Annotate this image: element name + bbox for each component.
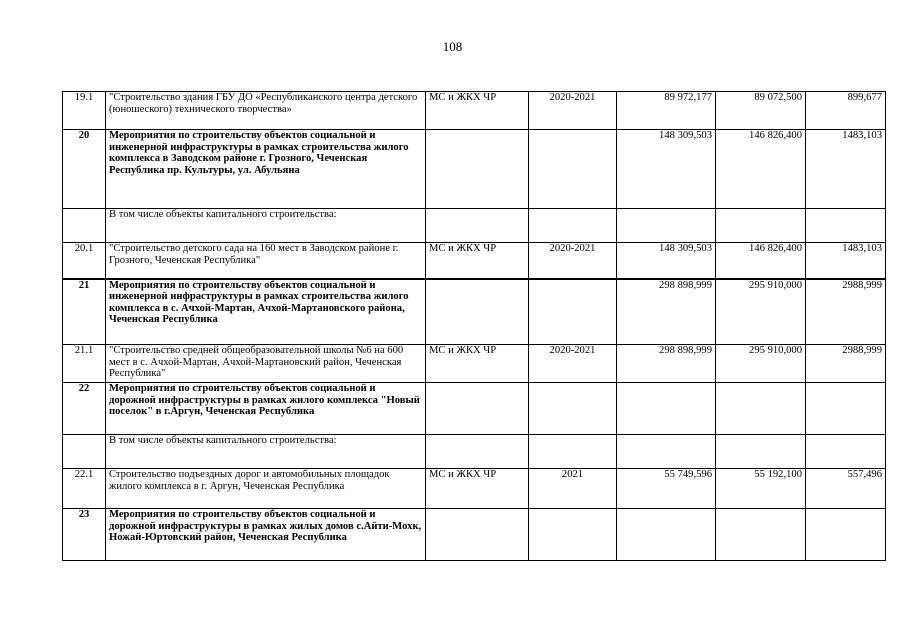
period [529, 509, 617, 561]
row-number: 19.1 [63, 92, 106, 130]
period: 2020-2021 [529, 243, 617, 279]
responsible-org [426, 509, 529, 561]
federal-amount [716, 383, 806, 435]
row-number [63, 209, 106, 243]
federal-amount: 295 910,000 [716, 279, 806, 345]
regional-amount: 899,677 [806, 92, 886, 130]
responsible-org: МС и ЖКХ ЧР [426, 92, 529, 130]
row-number: 22.1 [63, 469, 106, 509]
period [529, 209, 617, 243]
total-amount: 148 309,503 [617, 130, 716, 209]
period: 2021 [529, 469, 617, 509]
regional-amount: 2988,999 [806, 279, 886, 345]
activity-name: Мероприятия по строительству объектов социальной и инженерной инфраструктуры в рамках строительства жилого комплекса в Заводском районе г. Грозного, Чеченская Республика пр. Культуры, ул. Абульяна [106, 130, 426, 209]
activity-name: "Строительство здания ГБУ ДО «Республиканского центра детского (юношеского) технического творчества» [106, 92, 426, 130]
activity-name: В том числе объекты капитального строительства: [106, 435, 426, 469]
table-row [63, 209, 886, 243]
regional-amount [806, 509, 886, 561]
row-number: 20 [63, 130, 106, 209]
row-number: 22 [63, 383, 106, 435]
activity-name: "Строительство средней общеобразовательной школы №6 на 600 мест в с. Ачхой-Мартан, Ачхой-Мартановский район, Чеченская Республика" [106, 345, 426, 383]
activity-name: Мероприятия по строительству объектов социальной и дорожной инфраструктуры в рамках жилых домов с.Айти-Мохк, Ножай-Юртовский район, Чеченская Республика [106, 509, 426, 561]
federal-amount: 146 826,400 [716, 130, 806, 209]
table-row [63, 279, 886, 345]
federal-amount: 55 192,100 [716, 469, 806, 509]
table-row [63, 130, 886, 209]
row-number: 23 [63, 509, 106, 561]
total-amount: 89 972,177 [617, 92, 716, 130]
total-amount: 298 898,999 [617, 345, 716, 383]
table-row [63, 435, 886, 469]
row-number: 21 [63, 279, 106, 345]
total-amount: 298 898,999 [617, 279, 716, 345]
activity-name: В том числе объекты капитального строительства: [106, 209, 426, 243]
federal-amount [716, 435, 806, 469]
activity-name: "Строительство детского сада на 160 мест в Заводском районе г. Грозного, Чеченская Республика" [106, 243, 426, 279]
responsible-org [426, 435, 529, 469]
federal-amount [716, 209, 806, 243]
regional-amount: 557,496 [806, 469, 886, 509]
activity-name: Мероприятия по строительству объектов социальной и инженерной инфраструктуры в рамках строительства жилого комплекса в с. Ачхой-Мартан, Ачхой-Мартановского района, Чеченская Республика [106, 279, 426, 345]
activity-name: Строительство подъездных дорог и автомобильных площадок жилого комплекса в г. Аргун, Чеченская Республика [106, 469, 426, 509]
total-amount [617, 435, 716, 469]
responsible-org: МС и ЖКХ ЧР [426, 345, 529, 383]
regional-amount: 2988,999 [806, 345, 886, 383]
federal-amount: 295 910,000 [716, 345, 806, 383]
responsible-org [426, 130, 529, 209]
table-row [63, 345, 886, 383]
responsible-org [426, 279, 529, 345]
regional-amount: 1483,103 [806, 130, 886, 209]
responsible-org: МС и ЖКХ ЧР [426, 469, 529, 509]
period: 2020-2021 [529, 345, 617, 383]
table-row [63, 92, 886, 130]
regional-amount: 1483,103 [806, 243, 886, 279]
period: 2020-2021 [529, 92, 617, 130]
responsible-org [426, 383, 529, 435]
period [529, 130, 617, 209]
responsible-org: МС и ЖКХ ЧР [426, 243, 529, 279]
table-row [63, 243, 886, 279]
period [529, 279, 617, 345]
row-number [63, 435, 106, 469]
table-row [63, 509, 886, 561]
program-funding-table [62, 91, 886, 561]
total-amount [617, 209, 716, 243]
page-number: 108 [442, 39, 463, 54]
federal-amount [716, 509, 806, 561]
row-number: 21.1 [63, 345, 106, 383]
period [529, 383, 617, 435]
regional-amount [806, 383, 886, 435]
row-number: 20.1 [63, 243, 106, 279]
total-amount: 55 749,596 [617, 469, 716, 509]
total-amount [617, 509, 716, 561]
activity-name: Мероприятия по строительству объектов социальной и дорожной инфраструктуры в рамках жилого комплекса "Новый поселок" в г.Аргун, Чеченская Республика [106, 383, 426, 435]
period [529, 435, 617, 469]
responsible-org [426, 209, 529, 243]
regional-amount [806, 209, 886, 243]
total-amount: 148 309,503 [617, 243, 716, 279]
federal-amount: 89 072,500 [716, 92, 806, 130]
federal-amount: 146 826,400 [716, 243, 806, 279]
total-amount [617, 383, 716, 435]
table-row [63, 383, 886, 435]
table-row [63, 469, 886, 509]
regional-amount [806, 435, 886, 469]
